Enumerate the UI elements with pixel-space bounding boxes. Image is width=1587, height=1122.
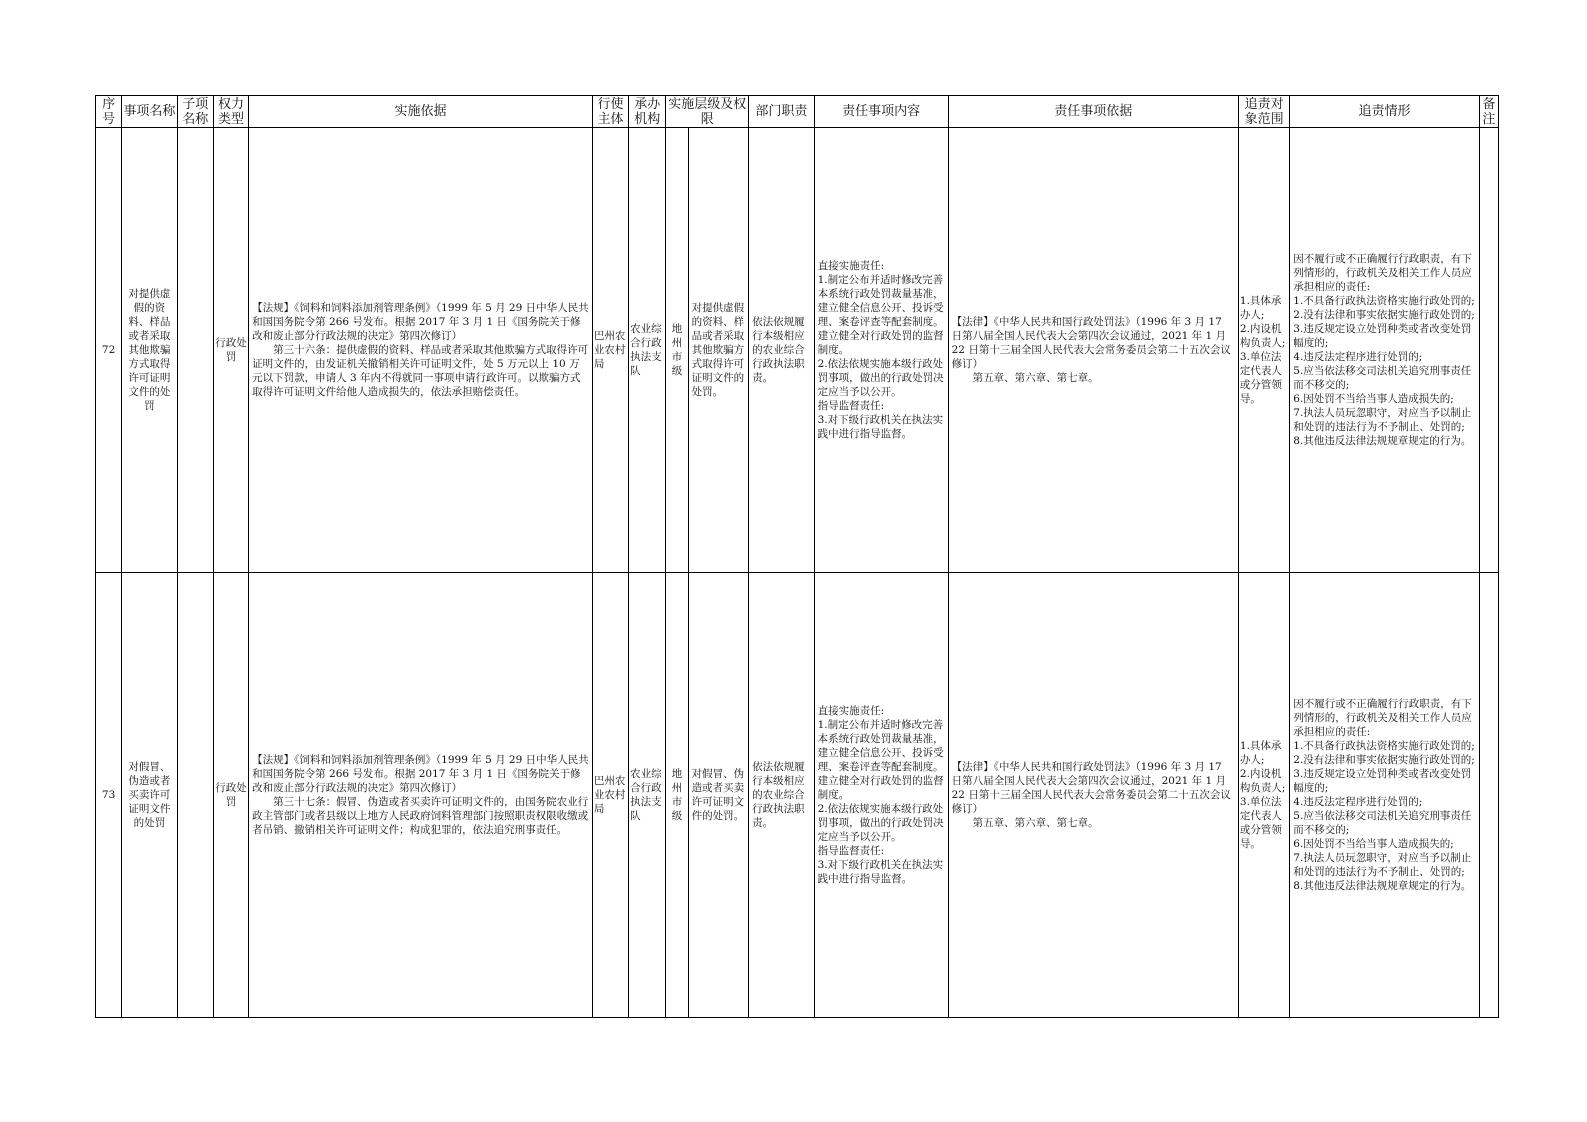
header-row bbox=[96, 96, 1499, 128]
cell-duty: 依法依规履行本级相应的农业综合行政执法职责。 bbox=[749, 573, 815, 1018]
header-acc-cases: 追责情形 bbox=[1290, 96, 1479, 128]
header-acc-scope: 追责对象范围 bbox=[1238, 96, 1289, 128]
power-list-table bbox=[95, 95, 1499, 1018]
cell-remark bbox=[1479, 573, 1498, 1018]
cell-item-name: 对提供虚假的资料、样品或者采取其他欺骗方式取得许可证明文件的处罚 bbox=[122, 128, 177, 573]
acc-scope-line: 2.内设机构负责人; bbox=[1239, 323, 1286, 349]
acc-case-line: 4.违反法定程序进行处罚的; bbox=[1293, 351, 1423, 363]
cell-power-type: 行政处罚 bbox=[213, 573, 248, 1018]
acc-case-line: 2.没有法律和事实依据实施行政处罚的; bbox=[1293, 754, 1475, 766]
acc-case-line: 5.应当依法移交司法机关追究刑事责任而不移交的; bbox=[1293, 365, 1472, 391]
resp-content-line: 指导监督责任: bbox=[817, 845, 885, 857]
cell-acc-scope bbox=[1238, 128, 1289, 573]
acc-case-line: 3.违反规定设立处罚种类或者改变处罚幅度的; bbox=[1293, 768, 1472, 794]
acc-scope-line: 1.具体承办人; bbox=[1239, 740, 1282, 766]
acc-scope-line: 2.内设机构负责人; bbox=[1239, 768, 1286, 794]
header-seq: 序号 bbox=[96, 96, 122, 128]
cell-resp-basis bbox=[948, 573, 1238, 1018]
cell-basis bbox=[249, 573, 593, 1018]
cell-level: 地州市级 bbox=[666, 128, 688, 573]
resp-content-line: 2.依法依规实施本级行政处罚事项，做出的行政处罚决定应当予以公开。 bbox=[817, 358, 944, 398]
header-sub-item: 子项名称 bbox=[177, 96, 213, 128]
resp-basis-source: 【法律】《中华人民共和国行政处罚法》（1996 年 3 月 17 日第八届全国人民代表大会第四次会议通过，2021 年 1 月 22 日第十三届全国人民代表大会常务委员会第二十五次会议修订） bbox=[951, 761, 1231, 815]
table-row bbox=[96, 573, 1499, 1018]
basis-source: 【法规】《饲料和饲料添加剂管理条例》（1999 年 5 月 29 日中华人民共和国国务院令第 266 号发布。根据 2017 年 3 月 1 日《国务院关于修改和废止部分行政法规的决定》第四次修订） bbox=[252, 754, 589, 794]
cell-resp-content bbox=[814, 128, 948, 573]
cell-acc-scope bbox=[1238, 573, 1289, 1018]
acc-case-line: 8.其他违反法律法规规章规定的行为。 bbox=[1293, 435, 1472, 447]
basis-article: 第三十七条：假冒、伪造或者买卖许可证明文件的，由国务院农业行政主管部门或者县级以上地方人民政府饲料管理部门按照职责权限收缴或者吊销、撤销相关许可证明文件；构成犯罪的，依法追究刑事责任。 bbox=[252, 796, 589, 836]
acc-case-line: 因不履行或不正确履行行政职责，有下列情形的，行政机关及相关工作人员应承担相应的责任: bbox=[1293, 253, 1472, 293]
cell-agency: 农业综合行政执法支队 bbox=[629, 573, 666, 1018]
header-duty: 部门职责 bbox=[749, 96, 815, 128]
resp-content-line: 3.对下级行政机关在执法实践中进行指导监督。 bbox=[817, 859, 944, 885]
acc-case-line: 因不履行或不正确履行行政职责，有下列情形的，行政机关及相关工作人员应承担相应的责任: bbox=[1293, 698, 1472, 738]
acc-case-line: 6.因处罚不当给当事人造成损失的; bbox=[1293, 838, 1454, 850]
cell-sub-item bbox=[177, 573, 213, 1018]
acc-case-line: 1.不具备行政执法资格实施行政处罚的; bbox=[1293, 295, 1475, 307]
cell-acc-cases bbox=[1290, 573, 1479, 1018]
resp-basis-source: 【法律】《中华人民共和国行政处罚法》（1996 年 3 月 17 日第八届全国人民代表大会第四次会议通过，2021 年 1 月 22 日第十三届全国人民代表大会常务委员会第二十五次会议修订） bbox=[951, 316, 1231, 370]
header-agency: 承办机构 bbox=[629, 96, 666, 128]
cell-agency: 农业综合行政执法支队 bbox=[629, 128, 666, 573]
resp-content-line: 1.制定公布并适时修改完善本系统行政处罚裁量基准，建立健全信息公开、投诉受理、案卷评查等配套制度。建立健全对行政处罚的监督制度。 bbox=[817, 719, 944, 801]
resp-content-line: 1.制定公布并适时修改完善本系统行政处罚裁量基准，建立健全信息公开、投诉受理、案卷评查等配套制度。建立健全对行政处罚的监督制度。 bbox=[817, 274, 944, 356]
cell-resp-content bbox=[814, 573, 948, 1018]
acc-case-line: 8.其他违反法律法规规章规定的行为。 bbox=[1293, 880, 1472, 892]
acc-scope-line: 3.单位法定代表人或分管领导。 bbox=[1239, 796, 1282, 850]
acc-case-line: 6.因处罚不当给当事人造成损失的; bbox=[1293, 393, 1454, 405]
acc-case-line: 4.违反法定程序进行处罚的; bbox=[1293, 796, 1423, 808]
cell-resp-basis bbox=[948, 128, 1238, 573]
cell-remark bbox=[1479, 128, 1498, 573]
cell-level-authority: 对提供虚假的资料、样品或者采取其他欺骗方式取得许可证明文件的处罚。 bbox=[688, 128, 748, 573]
table-row bbox=[96, 128, 1499, 573]
cell-sub-item bbox=[177, 128, 213, 573]
header-subject: 行使主体 bbox=[592, 96, 628, 128]
header-resp-content: 责任事项内容 bbox=[814, 96, 948, 128]
resp-content-line: 指导监督责任: bbox=[817, 400, 885, 412]
header-basis: 实施依据 bbox=[249, 96, 593, 128]
acc-case-line: 7.执法人员玩忽职守，对应当予以制止和处罚的违法行为不予制止、处罚的; bbox=[1293, 407, 1472, 433]
acc-case-line: 5.应当依法移交司法机关追究刑事责任而不移交的; bbox=[1293, 810, 1472, 836]
header-remark: 备注 bbox=[1479, 96, 1498, 128]
basis-article: 第三十六条：提供虚假的资料、样品或者采取其他欺骗方式取得许可证明文件的，由发证机关撤销相关许可证明文件，处 5 万元以上 10 万元以下罚款，申请人 3 年内不得就同一事项申请行政许可。以欺骗方式取得许可证明文件给他人造成损失的，依法承担赔偿责任。 bbox=[252, 344, 589, 398]
cell-item-name: 对假冒、伪造或者买卖许可证明文件的处罚 bbox=[122, 573, 177, 1018]
header-item-name: 事项名称 bbox=[122, 96, 177, 128]
resp-content-line: 直接实施责任: bbox=[817, 260, 885, 272]
cell-level: 地州市级 bbox=[666, 573, 688, 1018]
header-level: 实施层级及权限 bbox=[666, 96, 749, 128]
resp-basis-chapters: 第五章、第六章、第七章。 bbox=[972, 372, 1099, 384]
cell-basis bbox=[249, 128, 593, 573]
resp-content-line: 直接实施责任: bbox=[817, 705, 885, 717]
acc-case-line: 2.没有法律和事实依据实施行政处罚的; bbox=[1293, 309, 1475, 321]
cell-level-authority: 对假冒、伪造或者买卖许可证明文件的处罚。 bbox=[688, 573, 748, 1018]
resp-content-line: 3.对下级行政机关在执法实践中进行指导监督。 bbox=[817, 414, 944, 440]
cell-duty: 依法依规履行本级相应的农业综合行政执法职责。 bbox=[749, 128, 815, 573]
cell-seq: 72 bbox=[96, 128, 122, 573]
cell-power-type: 行政处罚 bbox=[213, 128, 248, 573]
acc-scope-line: 1.具体承办人; bbox=[1239, 295, 1282, 321]
cell-seq: 73 bbox=[96, 573, 122, 1018]
cell-subject: 巴州农业农村局 bbox=[592, 573, 628, 1018]
acc-case-line: 7.执法人员玩忽职守，对应当予以制止和处罚的违法行为不予制止、处罚的; bbox=[1293, 852, 1472, 878]
basis-source: 【法规】《饲料和饲料添加剂管理条例》（1999 年 5 月 29 日中华人民共和国国务院令第 266 号发布。根据 2017 年 3 月 1 日《国务院关于修改和废止部分行政法规的决定》第四次修订） bbox=[252, 302, 589, 342]
acc-case-line: 3.违反规定设立处罚种类或者改变处罚幅度的; bbox=[1293, 323, 1472, 349]
acc-scope-line: 3.单位法定代表人或分管领导。 bbox=[1239, 351, 1282, 405]
cell-subject: 巴州农业农村局 bbox=[592, 128, 628, 573]
header-power-type: 权力类型 bbox=[213, 96, 248, 128]
resp-basis-chapters: 第五章、第六章、第七章。 bbox=[972, 817, 1099, 829]
cell-acc-cases bbox=[1290, 128, 1479, 573]
resp-content-line: 2.依法依规实施本级行政处罚事项，做出的行政处罚决定应当予以公开。 bbox=[817, 803, 944, 843]
acc-case-line: 1.不具备行政执法资格实施行政处罚的; bbox=[1293, 740, 1475, 752]
header-resp-basis: 责任事项依据 bbox=[948, 96, 1238, 128]
